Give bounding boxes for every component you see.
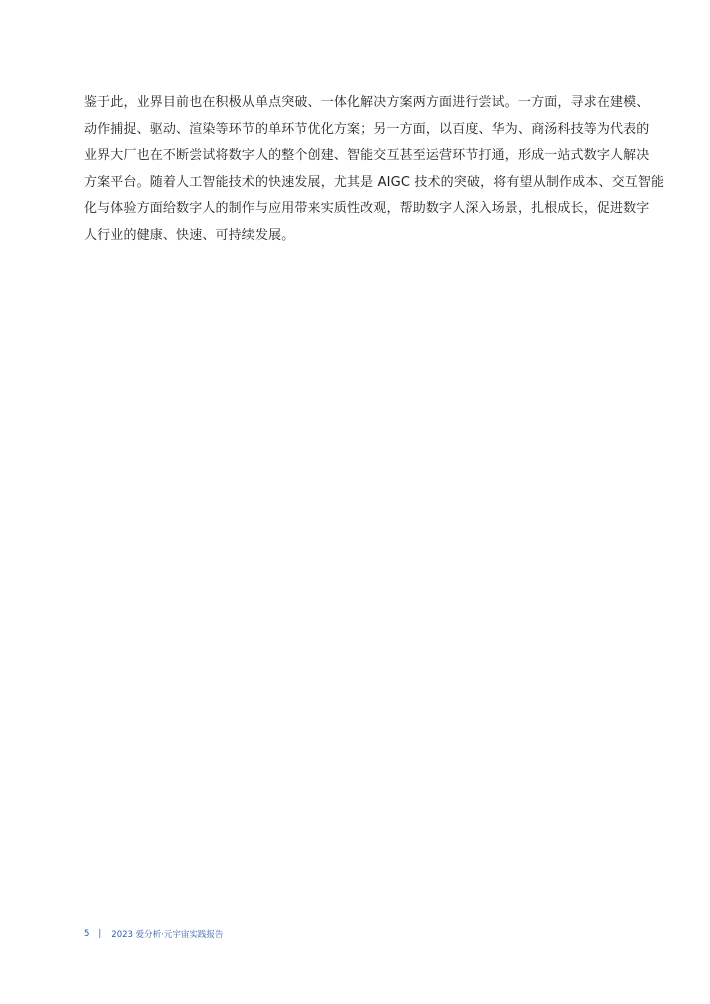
paragraph-line: 化与体验方面给数字人的制作与应用带来实质性改观，帮助数字人深入场景，扎根成长，促进数字 xyxy=(84,201,650,217)
footer-separator: | xyxy=(98,929,102,939)
body-paragraph xyxy=(84,90,665,250)
paragraph-line: 人行业的健康、快速、可持续发展。 xyxy=(84,227,295,243)
page-footer xyxy=(84,928,223,940)
paragraph-line: 动作捕捉、驱动、渲染等环节的单环节优化方案；另一方面，以百度、华为、商汤科技等为代表的 xyxy=(84,121,650,137)
report-title: 2023 爱分析·元宇宙实践报告 xyxy=(111,930,224,940)
paragraph-line: 业界大厂也在不断尝试将数字人的整个创建、智能交互甚至运营环节打通，形成一站式数字人解决 xyxy=(84,148,650,164)
page-number: 5 xyxy=(84,929,90,939)
paragraph-line: 鉴于此，业界目前也在积极从单点突破、一体化解决方案两方面进行尝试。一方面，寻求在建模、 xyxy=(84,95,650,110)
paragraph-line: 方案平台。随着人工智能技术的快速发展，尤其是 AIGC 技术的突破，将有望从制作成本、交互智能 xyxy=(84,174,665,190)
